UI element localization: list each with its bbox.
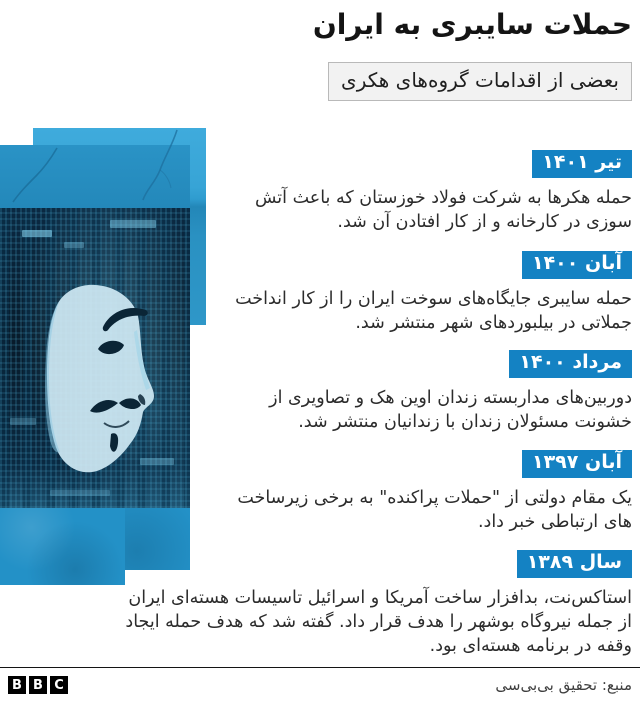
entry-text: دوربین‌های مداربسته زندان اوین هک و تصاویری از خشونت مسئولان زندان با زندانیان منتشر شد. <box>269 387 632 432</box>
timeline-entry <box>110 550 632 658</box>
date-badge: آبان ۱۴۰۰ <box>522 251 632 279</box>
subtitle-box: بعضی از اقدامات گروه‌های هکری <box>328 62 632 101</box>
timeline-entry <box>208 350 632 434</box>
mask-photo-dark-layer <box>0 208 190 508</box>
bbc-logo-letter: B <box>8 676 26 694</box>
date-badge: آبان ۱۳۹۷ <box>522 450 632 478</box>
bbc-logo-letter: C <box>50 676 68 694</box>
entry-text: یک مقام دولتی از "حملات پراکنده" به برخی زیرساخت های ارتباطی خبر داد. <box>237 487 632 532</box>
anonymous-mask-illustration <box>0 208 190 508</box>
timeline-entry <box>208 251 632 335</box>
source-credit: منبع: تحقیق بی‌بی‌سی <box>495 676 632 694</box>
timeline-entry <box>208 450 632 534</box>
hero-image <box>0 128 206 585</box>
date-badge: سال ۱۳۸۹ <box>517 550 632 578</box>
date-badge: مرداد ۱۴۰۰ <box>509 350 632 378</box>
entry-text: حمله سایبری جایگاه‌های سوخت ایران را از کار انداخت جملاتی در بیلبوردهای شهر منتشر شد. <box>235 288 632 333</box>
footer-divider <box>0 667 640 668</box>
bbc-logo <box>8 676 68 694</box>
page-title: حملات سایبری به ایران <box>312 8 632 41</box>
entry-text: حمله هکرها به شرکت فولاد خوزستان که باعث آتش سوزی در کارخانه و از کار افتادن آن شد. <box>254 187 632 232</box>
entry-text: استاکس‌نت، بدافزار ساخت آمریکا و اسرائیل تاسیسات هسته‌ای ایران از جمله نیروگاه بوشهر را هدف قرار داد. گفته شد که هدف حمله ایجاد وقفه در برنامه هسته‌ای بود. <box>125 587 632 656</box>
photo-layer-bottom-step <box>0 508 125 585</box>
timeline-entry <box>208 150 632 234</box>
bbc-logo-letter: B <box>29 676 47 694</box>
date-badge: تیر ۱۴۰۱ <box>532 150 632 178</box>
